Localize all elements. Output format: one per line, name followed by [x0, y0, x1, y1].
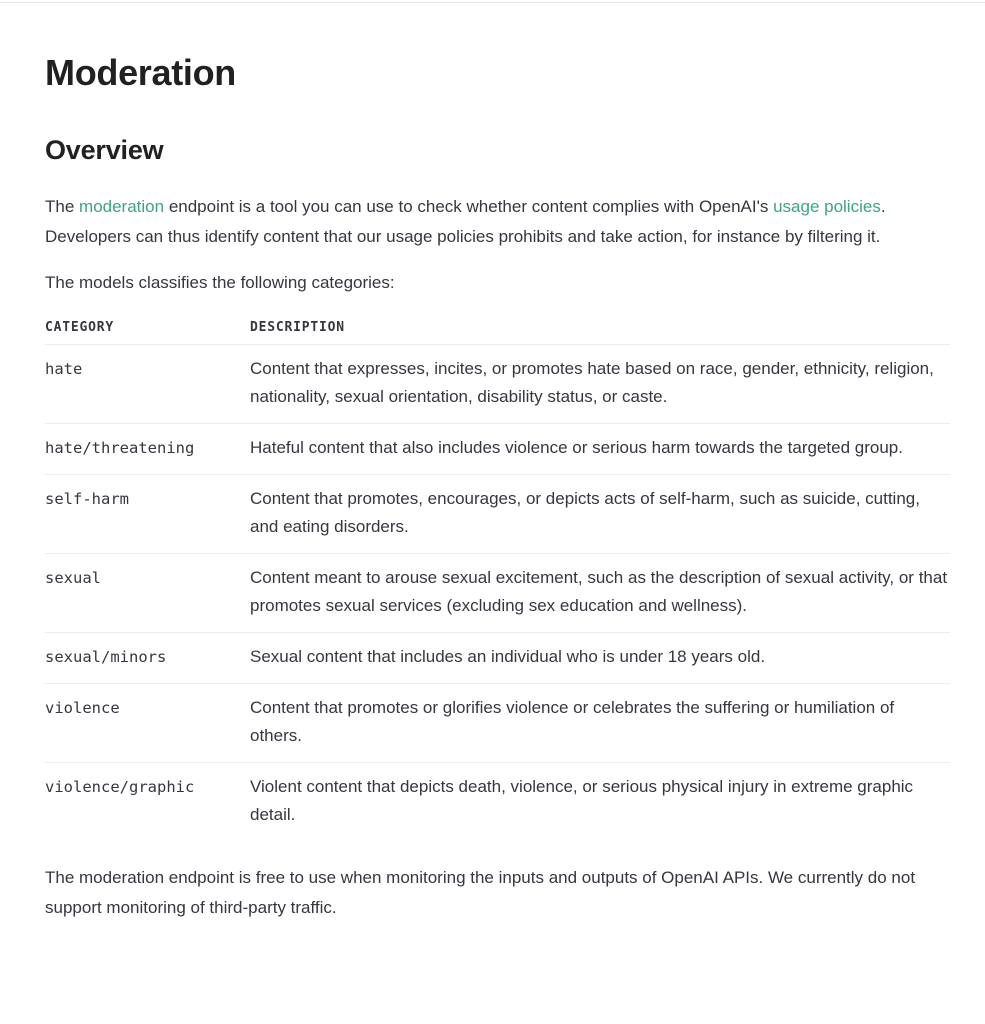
footer-note-paragraph: The moderation endpoint is free to use when monitoring the inputs and outputs of OpenAI APIs. We currently do not support monitoring of third-party traffic. — [45, 867, 916, 917]
intro-text-segment: . Developers can thus identify content that our usage policies prohibits and take action, for instance by filtering it. — [45, 196, 886, 246]
category-cell: sexual/minors — [45, 632, 250, 683]
table-row — [45, 344, 950, 423]
category-cell: sexual — [45, 553, 250, 632]
table-row — [45, 423, 950, 474]
table-header-description: DESCRIPTION — [250, 320, 950, 345]
description-cell: Content that expresses, incites, or promotes hate based on race, gender, ethnicity, religion, nationality, sexual orientation, disability status, or caste. — [250, 344, 950, 423]
table-row — [45, 632, 950, 683]
category-cell: hate/threatening — [45, 423, 250, 474]
category-cell: violence/graphic — [45, 777, 195, 796]
description-cell: Hateful content that also includes violence or serious harm towards the targeted group. — [250, 423, 950, 474]
table-row — [45, 553, 950, 632]
categories-table — [45, 320, 950, 841]
moderation-link[interactable]: moderation — [79, 196, 165, 216]
description-cell: Content that promotes, encourages, or depicts acts of self-harm, such as suicide, cutting, and eating disorders. — [250, 474, 950, 553]
usage-policies-link[interactable]: usage policies — [773, 196, 881, 216]
table-row — [45, 762, 950, 841]
category-cell: hate — [45, 344, 250, 423]
category-cell: self-harm — [45, 474, 250, 553]
description-cell: Content meant to arouse sexual excitement, such as the description of sexual activity, or that promotes sexual services (excluding sex education and wellness). — [250, 553, 950, 632]
table-header-row — [45, 320, 950, 345]
categories-intro-paragraph: The models classifies the following categories: — [45, 272, 395, 292]
table-header-category: CATEGORY — [45, 320, 250, 345]
intro-text-segment: endpoint is a tool you can use to check whether content complies with OpenAI's — [164, 196, 774, 216]
doc-content — [0, 3, 985, 943]
description-cell: Content that promotes or glorifies violence or celebrates the suffering or humiliation of others. — [250, 683, 950, 762]
description-cell: Sexual content that includes an individual who is under 18 years old. — [250, 632, 950, 683]
page-title: Moderation — [45, 52, 236, 93]
table-row — [45, 683, 950, 762]
intro-paragraph — [45, 192, 950, 252]
section-heading-overview: Overview — [45, 135, 164, 166]
description-cell: Violent content that depicts death, violence, or serious physical injury in extreme graphic detail. — [250, 776, 914, 824]
category-cell: violence — [45, 683, 250, 762]
table-row — [45, 474, 950, 553]
intro-text-segment: The — [45, 196, 80, 216]
